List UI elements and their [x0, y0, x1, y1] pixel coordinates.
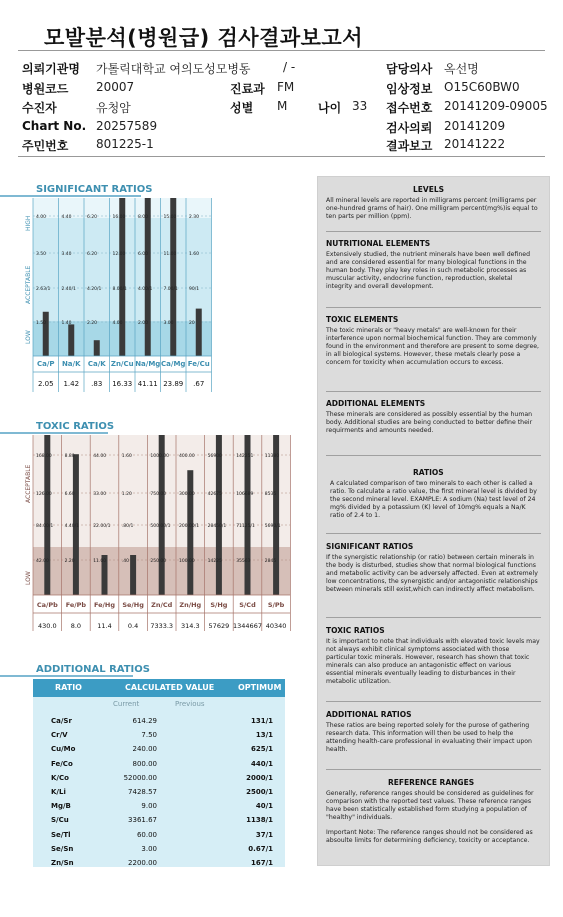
- mark-label: 8.00: [138, 215, 149, 220]
- column-label: Fe/Pb: [65, 601, 87, 609]
- mark-label: 250.00: [150, 559, 167, 564]
- mark-label: 11.00: [163, 252, 177, 257]
- column-label: Na/Mg: [135, 360, 161, 368]
- header-ratio: RATIO: [55, 683, 82, 692]
- optimum-value: 440/1: [250, 759, 273, 768]
- subheader-previous: Previous: [175, 700, 205, 708]
- y-label-acceptable: ACCEPTABLE: [25, 265, 32, 304]
- y-label-acceptable: ACCEPTABLE: [25, 464, 32, 503]
- value-receipt-number: 20141209-09005: [444, 99, 548, 113]
- mark-label: 400.00: [179, 454, 195, 459]
- value-doctor: 옥선명: [444, 62, 479, 76]
- reference-ranges-note: Important Note: The reference ranges should not be considered as absoulte limits for determining deficiency, toxicity or acceptance.: [326, 829, 533, 844]
- mark-label: 3.00: [163, 321, 174, 326]
- additional-elements-text: These minerals are considered as possibly essential by the human body. Additional studies are being conducted to better define their requirments and amounts needed.: [326, 411, 533, 434]
- bar-s-hg: [216, 435, 222, 595]
- mark-label: 12.00: [112, 252, 126, 257]
- ratio-name: S/Cu: [51, 816, 69, 825]
- value-age: 33: [352, 99, 368, 113]
- mark-label: 2.63/1: [36, 287, 51, 292]
- current-value: 3361.67: [128, 816, 157, 825]
- panel-divider: [326, 533, 541, 534]
- mark-label: 8.00/1: [112, 287, 127, 292]
- mark-label: 750.00: [150, 492, 167, 497]
- mark-label: 2845: [264, 559, 277, 564]
- mark-label: 1000.00: [150, 454, 170, 459]
- bar-fe-cu: [196, 309, 202, 356]
- column-value: 430.0: [37, 622, 57, 630]
- column-label: Ca/Pb: [36, 601, 58, 609]
- additional-ratios-heading: ADDITIONAL RATIOS: [326, 710, 412, 719]
- mark-label: 6.20: [87, 252, 98, 257]
- optimum-value: 40/1: [255, 802, 273, 811]
- additional-ratios-rule: [0, 675, 133, 677]
- bar-ca-k: [94, 340, 100, 356]
- table-row: [33, 715, 285, 729]
- bar-ca-pb: [44, 435, 50, 595]
- ratio-name: Se/Sn: [51, 844, 74, 853]
- mark-label: 5690/1: [264, 524, 281, 529]
- mark-label: 15.00: [163, 215, 177, 220]
- mark-label: 2.30: [189, 215, 200, 220]
- table-row: [33, 758, 285, 772]
- label-doctor: 담당의사: [386, 62, 433, 76]
- mark-label: 2.20: [64, 559, 75, 564]
- mark-label: 6.60: [64, 492, 75, 497]
- additional-ratios-table: [33, 697, 285, 867]
- current-value: 9.00: [141, 802, 157, 811]
- panel-divider: [326, 391, 541, 392]
- mark-label: 44.00: [93, 454, 107, 459]
- bar-s-cd: [245, 435, 251, 595]
- significant-ratios-heading: SIGNIFICANT RATIOS: [326, 542, 414, 551]
- column-label: S/Hg: [210, 601, 228, 609]
- table-row: [33, 800, 285, 814]
- mark-label: 28450/1: [207, 524, 227, 529]
- header-optimum: OPTIMUM: [238, 683, 282, 692]
- optimum-value: 37/1: [255, 830, 273, 839]
- ratios-heading: RATIOS: [413, 468, 444, 477]
- label-sex: 성별: [230, 101, 254, 115]
- column-value: 23.89: [163, 380, 184, 388]
- ratio-name: K/Co: [51, 773, 69, 782]
- bar-s-pb: [273, 435, 279, 595]
- column-value: 0.4: [127, 622, 139, 630]
- column-value: 40340: [265, 622, 287, 630]
- mark-label: .40: [121, 559, 129, 564]
- subheader-current: Current: [113, 700, 140, 708]
- header-calculated-value: CALCULATED VALUE: [125, 683, 215, 692]
- info-panel: [317, 176, 550, 866]
- column-value: .67: [193, 380, 205, 388]
- toxic-ratios-text: It is important to note that individuals with elevated toxic levels may not always exhibit clinical symptoms associated with those particular toxic minerals. However, research has shown that toxic minerals can also produce an antagonistic effect on various essential minerals eventually leading to disturbances in their metabolic utilization.: [326, 638, 540, 685]
- ratio-name: Cr/V: [51, 731, 68, 740]
- label-age: 나이: [318, 101, 342, 115]
- value-patient: 유청암: [96, 101, 131, 115]
- label-result-report: 결과보고: [386, 139, 433, 153]
- toxic-ratios-heading: TOXIC RATIOS: [326, 626, 385, 635]
- nutritional-text: Extensively studied, the nutrient minerals have been well defined and are considered essential for many biological functions in the human body. They play key roles in such metabolic processes as muscular activity, endocrine function, reproduction, skeletal integrity and overall development.: [326, 251, 531, 290]
- column-value: 1.42: [63, 380, 80, 388]
- toxic-elements-text: The toxic minerals or "heavy metals" are well-known for their interference upon normal biochemical function. They are commonly found in the environment and therefore are present to some degree, in all biological systems. However, these metals clearly pose a concern for toxicity when accumulation occurs to excess.: [326, 327, 540, 366]
- mark-label: 8535: [264, 492, 277, 497]
- optimum-value: 13/1: [255, 731, 273, 740]
- column-label: Zn/Cd: [151, 601, 173, 609]
- toxic-ratios-chart: [0, 433, 300, 638]
- panel-divider: [326, 617, 541, 618]
- toxic-ratios-title: TOXIC RATIOS: [36, 421, 115, 432]
- value-ward: / -: [283, 60, 296, 74]
- label-resident-number: 주민번호: [22, 139, 69, 153]
- mark-label: 168.00: [36, 454, 52, 459]
- column-value: 1344667: [233, 622, 262, 630]
- mark-label: 2.00: [138, 321, 149, 326]
- value-chart-no: 20257589: [96, 119, 158, 133]
- column-value: 314.3: [180, 622, 200, 630]
- table-row: [33, 786, 285, 800]
- mark-label: 3.50: [36, 252, 47, 257]
- mark-label: 6.20: [87, 215, 98, 220]
- page-title: 모발분석(병원급) 검사결과보고서: [44, 26, 364, 50]
- mark-label: 42.00: [36, 559, 49, 564]
- column-value: 8.0: [70, 622, 82, 630]
- mark-label: 1.40: [61, 321, 72, 326]
- optimum-value: 2500/1: [246, 788, 273, 796]
- header-divider-bottom: [18, 156, 545, 157]
- reference-ranges-heading: REFERENCE RANGES: [388, 778, 475, 787]
- label-clinical-info: 임상정보: [386, 82, 433, 96]
- column-label: Fe/Cu: [187, 360, 210, 368]
- mark-label: 1.50: [36, 321, 47, 326]
- label-department: 진료과: [230, 82, 265, 96]
- optimum-value: 1138/1: [246, 816, 273, 825]
- mark-label: 2.40/1: [61, 287, 76, 292]
- optimum-value: 2000/1: [246, 773, 273, 782]
- column-label: Fe/Hg: [93, 601, 116, 609]
- mark-label: 4.00: [112, 321, 123, 326]
- optimum-value: 167/1: [250, 859, 273, 867]
- column-value: .83: [91, 380, 103, 388]
- mark-label: 4.40: [61, 215, 72, 220]
- ratio-name: Ca/Sr: [51, 717, 72, 725]
- column-value: 2.05: [37, 380, 54, 388]
- column-label: S/Pb: [267, 601, 285, 609]
- mark-label: 4.20/1: [87, 287, 102, 292]
- bar-zn-cu: [119, 198, 125, 356]
- mark-label: 3.40: [61, 252, 72, 257]
- column-label: S/Cd: [239, 601, 256, 609]
- column-label: Ca/K: [87, 360, 106, 368]
- bar-na-mg: [145, 198, 151, 356]
- y-label-low: LOW: [25, 571, 32, 585]
- mark-label: 42675: [207, 492, 222, 497]
- mark-label: 11.00: [93, 559, 107, 564]
- ratio-name: Mg/B: [51, 802, 71, 811]
- mark-label: 11380: [264, 454, 280, 459]
- column-value: 7333.3: [150, 622, 174, 630]
- label-receipt-number: 접수번호: [386, 101, 433, 115]
- table-row: [33, 857, 285, 871]
- optimum-value: 131/1: [250, 717, 273, 725]
- bar-ca-mg: [170, 198, 176, 356]
- mark-label: 14225: [207, 559, 222, 564]
- ratios-text: A calculated comparison of two minerals to each other is called a ratio. To calculate a ratio value, the first mineral level is divided by the second mineral level. EXAMPLE: A sodium (Na) test level of 24 mg% divided by a potassium (K) level of 10mg% equals a Na/K ratio of 2.4 to 1.: [330, 480, 537, 519]
- levels-heading: LEVELS: [413, 185, 445, 194]
- reference-ranges-text: Generally, reference ranges should be considered as guidelines for comparison with the reported test values. These reference ranges have been statistically established form studying a population of "healthy" individuals.: [326, 790, 534, 821]
- mark-label: 90/1: [189, 287, 200, 292]
- value-resident-number: 801225-1: [96, 137, 154, 151]
- value-hospital-code: 20007: [96, 80, 135, 94]
- mark-label: 8.80: [64, 454, 75, 459]
- panel-divider: [326, 231, 541, 232]
- additional-ratios-title: ADDITIONAL RATIOS: [36, 664, 150, 675]
- column-label: Ca/P: [36, 360, 55, 368]
- column-label: Ca/Mg: [161, 360, 186, 368]
- current-value: 60.00: [136, 830, 157, 839]
- mark-label: 1.20: [121, 492, 132, 497]
- label-hospital-code: 병원코드: [22, 82, 69, 96]
- table-row: [33, 743, 285, 757]
- value-sex: M: [277, 99, 288, 113]
- mark-label: 7.00/1: [163, 287, 178, 292]
- table-row: [33, 772, 285, 786]
- ratio-name: Zn/Sn: [51, 859, 74, 867]
- mark-label: 106689: [236, 492, 254, 497]
- table-row: [33, 829, 285, 843]
- column-label: Se/Hg: [122, 601, 144, 609]
- column-label: Zn/Cu: [110, 360, 134, 368]
- mark-label: 2.20: [87, 321, 98, 326]
- mark-label: 6.00: [138, 252, 149, 257]
- panel-divider: [326, 455, 541, 456]
- current-value: 7428.57: [128, 788, 157, 796]
- column-value: 16.33: [112, 380, 133, 388]
- bar-ca-p: [43, 312, 49, 356]
- mark-label: 142251: [236, 454, 254, 459]
- table-row: [33, 814, 285, 828]
- ratio-name: Se/Tl: [51, 830, 71, 839]
- mark-label: 1.60: [189, 252, 200, 257]
- mark-label: 4.00: [36, 215, 47, 220]
- additional-ratios-header: [33, 679, 285, 697]
- column-label: Na/K: [61, 360, 81, 368]
- mark-label: 100.00: [179, 559, 195, 564]
- table-row: [33, 729, 285, 743]
- mark-label: 22.00/1: [93, 524, 111, 529]
- mark-label: .80/1: [121, 524, 134, 529]
- bar-se-hg: [130, 555, 136, 595]
- panel-divider: [326, 701, 541, 702]
- additional-ratios-text: These ratios are being reported solely for the purose of gathering research data. This information will then be used to help the attending health-care professional in evaluating their impact upon health.: [326, 722, 532, 753]
- ratio-name: K/Li: [51, 788, 66, 796]
- mark-label: 200.00/1: [179, 524, 200, 529]
- current-value: 3.00: [141, 844, 157, 853]
- column-value: 11.4: [97, 622, 112, 630]
- current-value: 240.00: [132, 745, 157, 754]
- current-value: 7.50: [141, 731, 157, 740]
- mark-label: 71125/1: [236, 524, 255, 529]
- bar-na-k: [68, 324, 74, 356]
- panel-divider: [326, 307, 541, 308]
- y-label-low: LOW: [25, 330, 32, 344]
- mark-label: 16.00: [112, 215, 126, 220]
- current-value: 2200.00: [128, 859, 157, 867]
- header-divider-top: [18, 50, 545, 51]
- nutritional-heading: NUTRITIONAL ELEMENTS: [326, 239, 431, 248]
- current-value: 52000.00: [123, 773, 157, 782]
- bar-zn-hg: [187, 470, 193, 595]
- bar-zn-cd: [159, 435, 165, 595]
- value-result-report: 20141222: [444, 137, 506, 151]
- column-value: 41.11: [137, 380, 158, 388]
- significant-ratios-title: SIGNIFICANT RATIOS: [36, 184, 153, 195]
- mark-label: 33.00: [93, 492, 107, 497]
- optimum-value: 0.67/1: [248, 844, 273, 853]
- mark-label: 500.00/1: [150, 524, 171, 529]
- value-test-request: 20141209: [444, 119, 506, 133]
- label-patient: 수진자: [22, 101, 57, 115]
- mark-label: 20: [189, 321, 195, 326]
- current-value: 614.29: [132, 717, 157, 725]
- toxic-elements-heading: TOXIC ELEMENTS: [326, 315, 399, 324]
- label-chart-no: Chart No.: [22, 119, 87, 133]
- significant-ratios-text: If the synergistic relationship (or ratio) between certain minerals in the body is disturbed, studies show that normal biological functions and metabolic activity can be adversely affected. Even at extremely low concentrations, the synergistic and/or antagonistic relationships between minerals still exist,which can indirectly affect metabolism.: [326, 554, 538, 593]
- levels-text: All mineral levels are reported in milligrams percent (milligrams per one-hundred grams of hair). One milligram percent(mg%)is equal to ten parts per million (ppm).: [326, 197, 538, 220]
- ratio-name: Fe/Co: [51, 759, 73, 768]
- mark-label: 56900: [207, 454, 222, 459]
- value-requesting-institution: 가톨릭대학교 여의도성모병동: [96, 62, 251, 76]
- mark-label: 4.40/1: [64, 524, 80, 529]
- column-value: 57629: [208, 622, 230, 630]
- label-test-request: 검사의뢰: [386, 121, 433, 135]
- value-department: FM: [277, 80, 295, 94]
- value-clinical-info: O15C60BW0: [444, 80, 520, 94]
- mark-label: 126.00: [36, 492, 52, 497]
- mark-label: 84.00/1: [36, 524, 54, 529]
- mark-label: 4.00/1: [138, 287, 153, 292]
- column-label: Zn/Hg: [179, 601, 202, 609]
- additional-elements-heading: ADDITIONAL ELEMENTS: [326, 399, 426, 408]
- panel-divider: [326, 769, 541, 770]
- mark-label: 1.60: [121, 454, 132, 459]
- label-requesting-institution: 의뢰기관명: [22, 62, 80, 76]
- significant-ratios-chart: [0, 196, 215, 396]
- y-label-high: HIGH: [25, 215, 32, 231]
- mark-label: 35563: [236, 559, 251, 564]
- optimum-value: 625/1: [250, 745, 273, 754]
- mark-label: 300.00: [179, 492, 195, 497]
- table-row: [33, 843, 285, 857]
- ratio-name: Cu/Mo: [51, 745, 76, 754]
- current-value: 800.00: [132, 759, 157, 768]
